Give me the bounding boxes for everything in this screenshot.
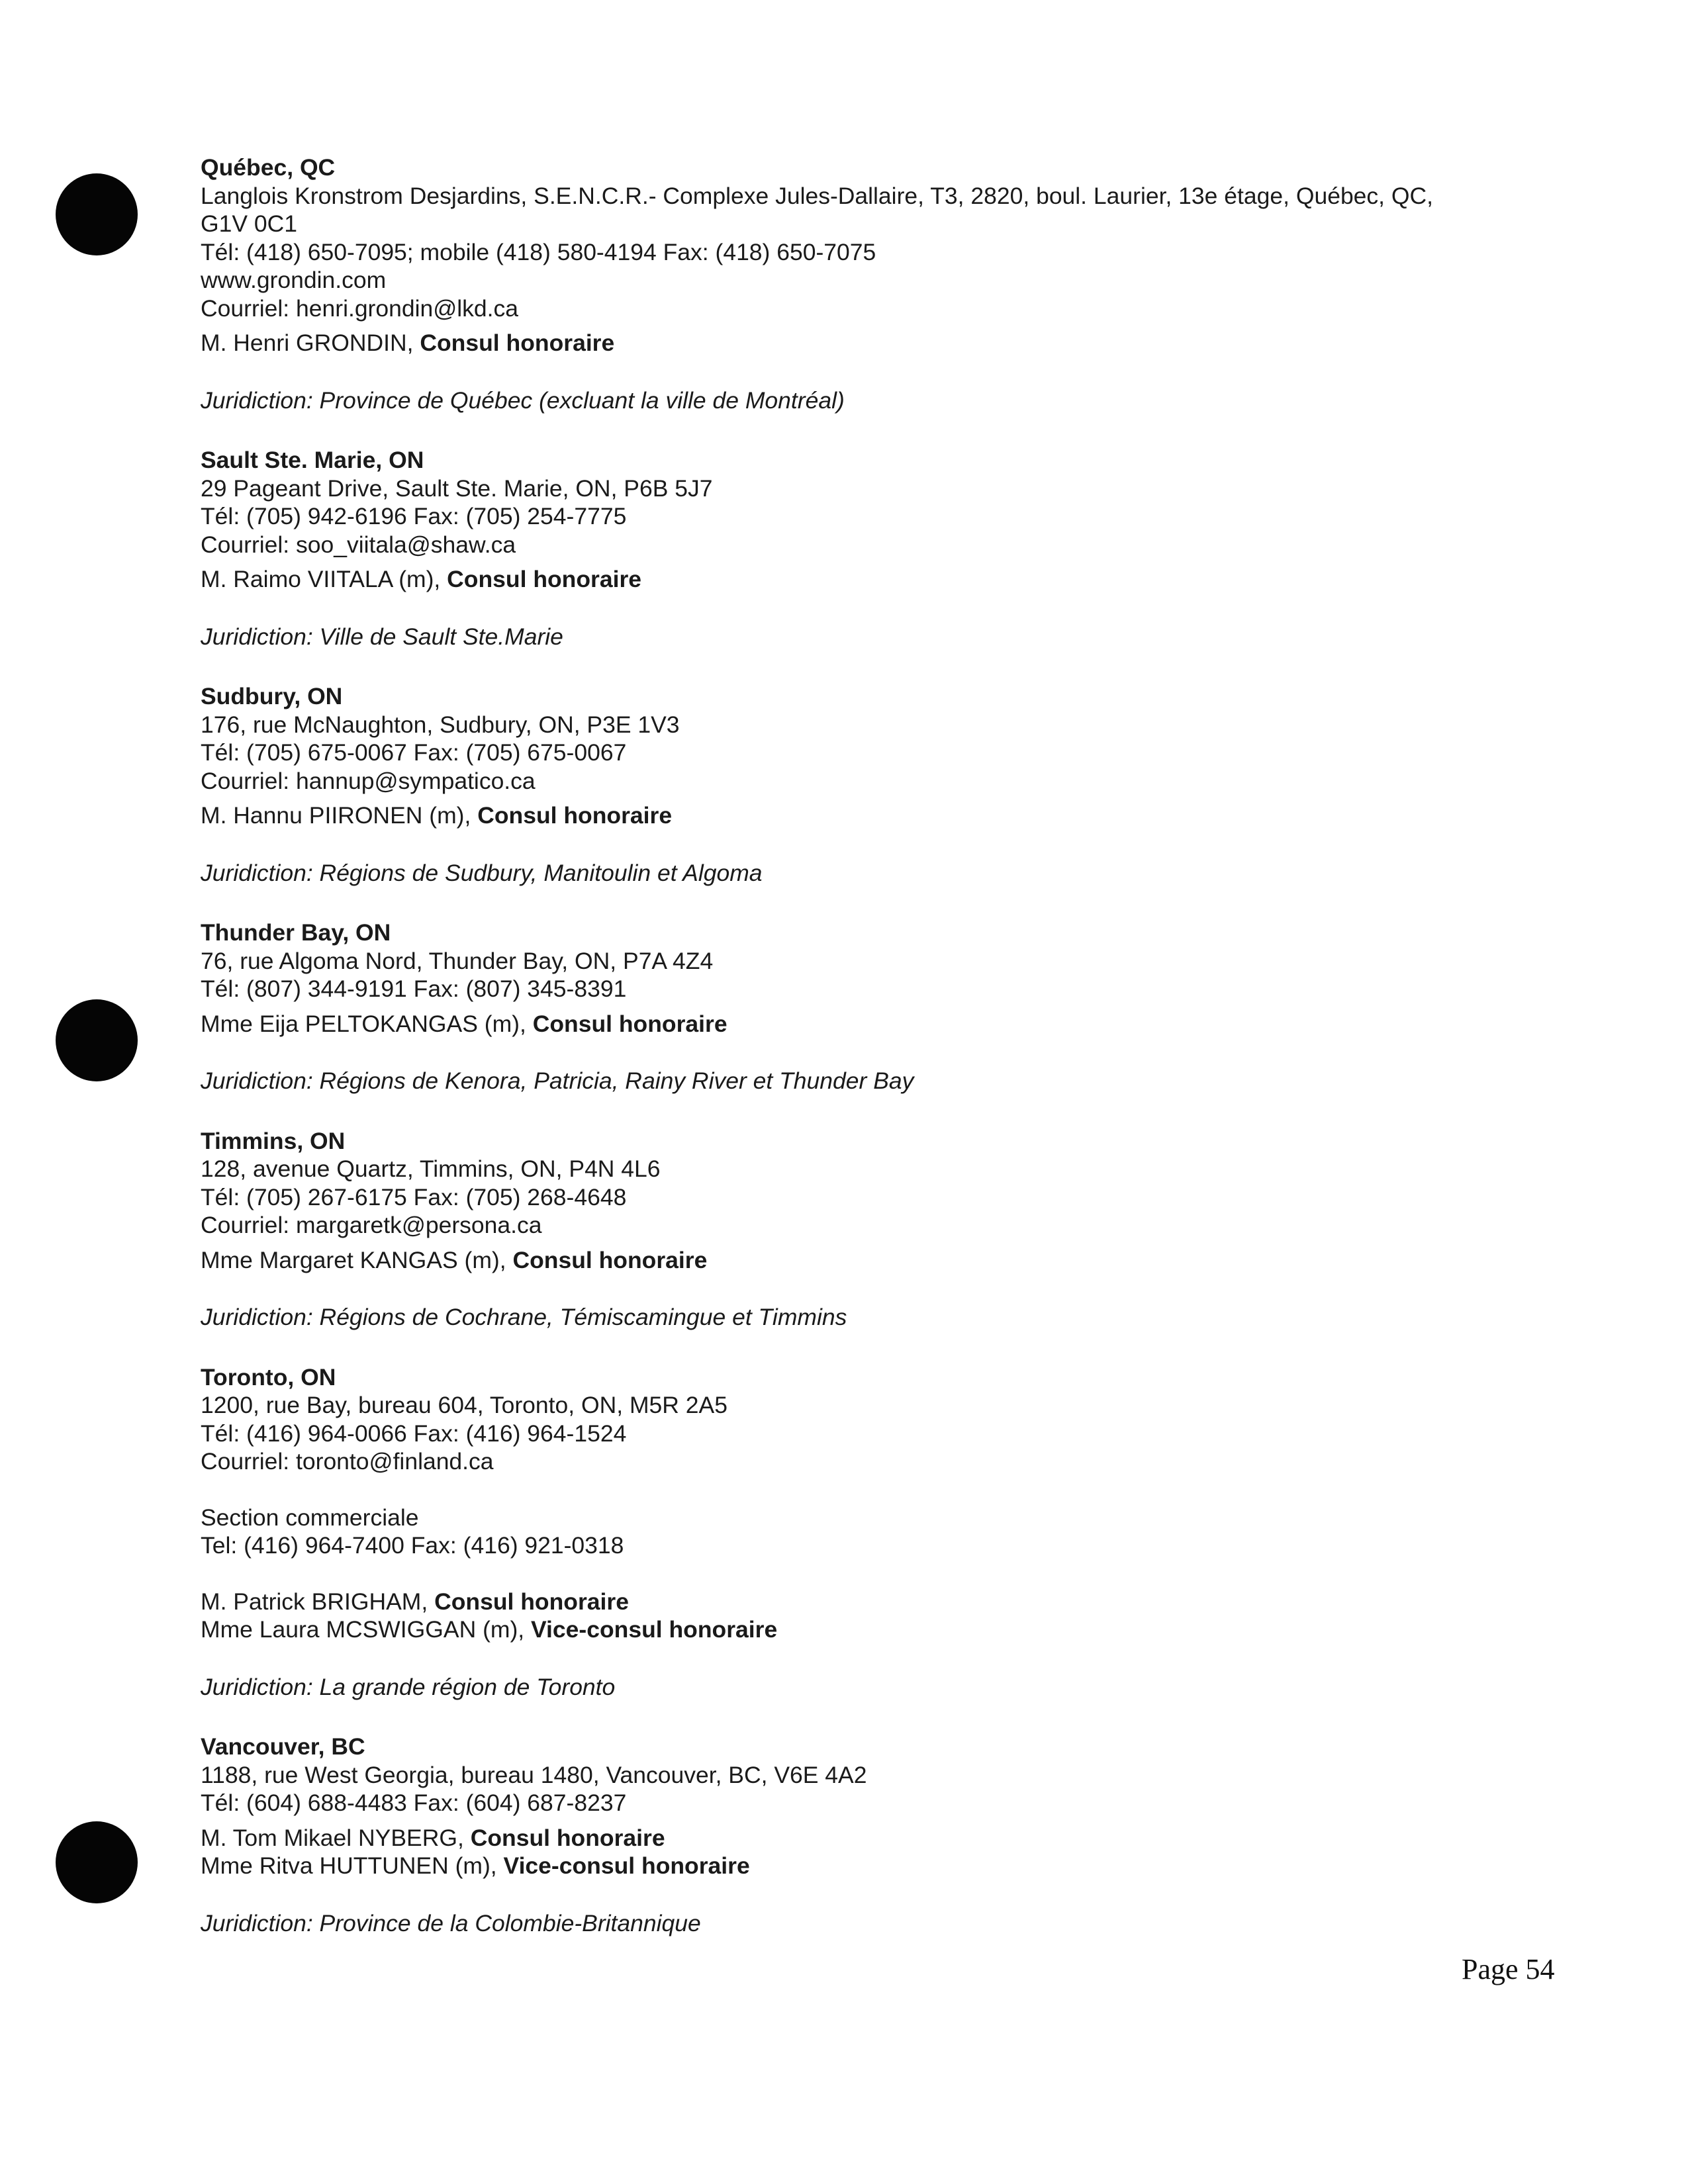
entry-person — [201, 1852, 1524, 1880]
entry-email: Courriel: toronto@finland.ca — [201, 1448, 494, 1475]
binder-hole — [56, 999, 138, 1081]
entry-sault-ste-marie — [201, 446, 1524, 651]
page-number: Page 54 — [1462, 1953, 1555, 1985]
person-title: Consul honoraire — [532, 1010, 727, 1037]
entry-phone: Tél: (807) 344-9191 Fax: (807) 345-8391 — [201, 976, 627, 1002]
entry-jurisdiction — [201, 623, 1524, 651]
jurisdiction-text: Province de Québec (excluant la ville de Montréal) — [312, 387, 845, 414]
person-title: Consul honoraire — [434, 1588, 629, 1615]
entry-city: Québec, QC — [201, 154, 336, 181]
entry-city: Timmins, ON — [201, 1127, 346, 1154]
entry-toronto — [201, 1363, 1524, 1702]
entry-person — [201, 1588, 1524, 1616]
entry-jurisdiction — [201, 1303, 1524, 1332]
entry-person — [201, 329, 1524, 357]
entry-timmins — [201, 1127, 1524, 1332]
entry-phone: Tél: (416) 964-0066 Fax: (416) 964-1524 — [201, 1420, 627, 1447]
person-name: Mme Ritva HUTTUNEN (m), — [201, 1852, 504, 1879]
entry-section-phone: Tel: (416) 964-7400 Fax: (416) 921-0318 — [201, 1532, 624, 1559]
person-name: M. Henri GRONDIN, — [201, 330, 420, 356]
person-name: M. Tom Mikael NYBERG, — [201, 1824, 471, 1851]
entry-person — [201, 1010, 1524, 1038]
entry-email: Courriel: henri.grondin@lkd.ca — [201, 295, 519, 322]
entry-person — [201, 1615, 1524, 1644]
entry-address: Langlois Kronstrom Desjardins, S.E.N.C.R.- Complexe Jules-Dallaire, T3, 2820, boul. Laurier, 13e étage, Québec, QC, — [201, 182, 1434, 209]
entry-address: 1200, rue Bay, bureau 604, Toronto, ON, M5R 2A5 — [201, 1392, 727, 1418]
entry-jurisdiction — [201, 1673, 1524, 1702]
entry-vancouver — [201, 1733, 1524, 1937]
entry-city: Sault Ste. Marie, ON — [201, 447, 424, 473]
entry-sudbury — [201, 682, 1524, 887]
entry-email: Courriel: hannup@sympatico.ca — [201, 767, 536, 794]
entry-phone: Tél: (604) 688-4483 Fax: (604) 687-8237 — [201, 1790, 627, 1816]
entry-address: 76, rue Algoma Nord, Thunder Bay, ON, P7A 4Z4 — [201, 947, 714, 974]
entry-city: Vancouver, BC — [201, 1733, 365, 1760]
consulate-listing — [201, 154, 1524, 1969]
jurisdiction-text: Ville de Sault Ste.Marie — [312, 623, 563, 650]
entry-jurisdiction — [201, 859, 1524, 887]
person-title: Consul honoraire — [477, 802, 673, 829]
entry-jurisdiction — [201, 387, 1524, 415]
entry-section: Section commerciale — [201, 1504, 419, 1531]
person-title: Vice-consul honoraire — [531, 1616, 778, 1643]
person-name: Mme Laura MCSWIGGAN (m), — [201, 1616, 532, 1643]
jurisdiction-label: Juridiction: — [201, 859, 313, 886]
jurisdiction-text: Régions de Sudbury, Manitoulin et Algoma — [312, 859, 763, 886]
entry-jurisdiction — [201, 1909, 1524, 1938]
person-title: Consul honoraire — [512, 1246, 708, 1273]
entry-city: Toronto, ON — [201, 1363, 336, 1390]
person-name: M. Hannu PIIRONEN (m), — [201, 802, 478, 829]
entry-city: Sudbury, ON — [201, 683, 343, 709]
entry-person — [201, 1246, 1524, 1275]
spacer — [201, 1560, 1524, 1588]
entry-address: 176, rue McNaughton, Sudbury, ON, P3E 1V3 — [201, 711, 680, 738]
entry-phone: Tél: (705) 267-6175 Fax: (705) 268-4648 — [201, 1183, 627, 1210]
spacer — [201, 1476, 1524, 1504]
person-title: Consul honoraire — [420, 330, 615, 356]
jurisdiction-text: La grande région de Toronto — [312, 1673, 616, 1700]
entry-email: Courriel: margaretk@persona.ca — [201, 1212, 542, 1238]
entry-phone: Tél: (705) 942-6196 Fax: (705) 254-7775 — [201, 503, 627, 529]
entry-quebec — [201, 154, 1524, 414]
jurisdiction-label: Juridiction: — [201, 1909, 313, 1936]
entry-city: Thunder Bay, ON — [201, 919, 391, 946]
entry-website: www.grondin.com — [201, 267, 387, 293]
entry-person — [201, 1824, 1524, 1852]
person-name: M. Patrick BRIGHAM, — [201, 1588, 435, 1615]
person-title: Vice-consul honoraire — [503, 1852, 750, 1879]
entry-jurisdiction — [201, 1067, 1524, 1095]
jurisdiction-label: Juridiction: — [201, 623, 313, 650]
jurisdiction-text: Régions de Cochrane, Témiscamingue et Timmins — [312, 1304, 847, 1330]
person-name: M. Raimo VIITALA (m), — [201, 566, 447, 592]
person-title: Consul honoraire — [447, 566, 642, 592]
binder-hole — [56, 173, 138, 255]
entry-thunder-bay — [201, 919, 1524, 1095]
entry-address-postal: G1V 0C1 — [201, 210, 298, 237]
jurisdiction-text: Régions de Kenora, Patricia, Rainy River et Thunder Bay — [312, 1068, 914, 1094]
entry-person — [201, 565, 1524, 594]
entry-phone: Tél: (418) 650-7095; mobile (418) 580-4194 Fax: (418) 650-7075 — [201, 238, 876, 265]
person-name: Mme Eija PELTOKANGAS (m), — [201, 1010, 533, 1037]
entry-phone: Tél: (705) 675-0067 Fax: (705) 675-0067 — [201, 739, 627, 766]
jurisdiction-label: Juridiction: — [201, 1304, 313, 1330]
jurisdiction-label: Juridiction: — [201, 1673, 313, 1700]
jurisdiction-text: Province de la Colombie-Britannique — [312, 1909, 701, 1936]
entry-address: 29 Pageant Drive, Sault Ste. Marie, ON, P6B 5J7 — [201, 475, 713, 502]
jurisdiction-label: Juridiction: — [201, 387, 313, 414]
entry-address: 128, avenue Quartz, Timmins, ON, P4N 4L6 — [201, 1156, 661, 1182]
jurisdiction-label: Juridiction: — [201, 1068, 313, 1094]
person-name: Mme Margaret KANGAS (m), — [201, 1246, 513, 1273]
binder-hole — [56, 1821, 138, 1903]
person-title: Consul honoraire — [470, 1824, 665, 1851]
entry-person — [201, 801, 1524, 830]
entry-email: Courriel: soo_viitala@shaw.ca — [201, 531, 516, 558]
entry-address: 1188, rue West Georgia, bureau 1480, Vancouver, BC, V6E 4A2 — [201, 1761, 867, 1788]
